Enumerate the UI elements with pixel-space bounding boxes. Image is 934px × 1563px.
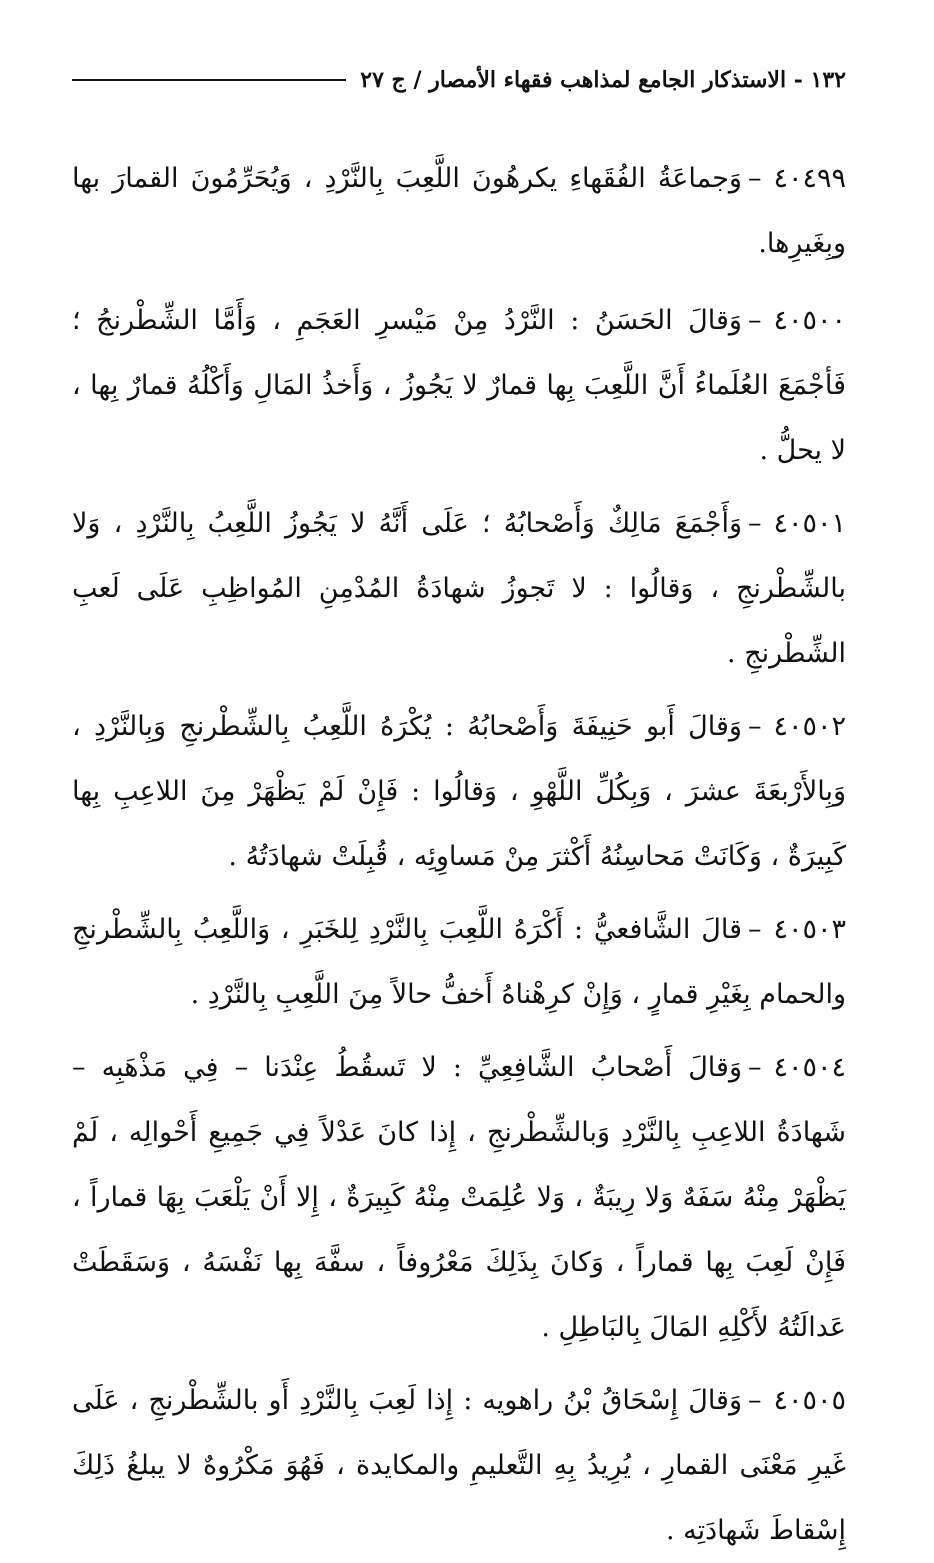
paragraph-text: وَقالَ إِسْحَاقُ بْنُ راهويه : إِذا لَعِبَ بِالنَّرْدِ أَو بالشِّطْرنجِ ، عَلَى غَيرِ مَعْنَى القمارِ ، يُرِيدُ بِهِ التَّعليمِ والمكايدة ، فَهُوَ مَكْرُوهٌ لا يبلغُ ذَلِكَ إِسْقاطَ شَهادَتِه . xyxy=(72,1385,846,1546)
paragraph xyxy=(72,694,846,889)
book-title: الاستذكار الجامع لمذاهب فقهاء الأمصار xyxy=(429,67,787,93)
paragraph-text: وَقالَ أَصْحابُ الشَّافِعِيِّ : لا تَسقُطُ عِنْدَنا – فِي مَذْهَبِه – شَهادَةُ اللاعِبِ بِالنَّرْدِ وَبالشِّطْرنجِ ، إِذا كانَ عَدْلاً فِي جَمِيعِ أَحْوالِه ، لَمْ يَظْهَرْ مِنْهُ سَفَهٌ وَلا رِيبَةٌ ، وَلا عُلِمَتْ مِنْهُ كَبِيرَةٌ ، إِلا أَنْ يَلْعَبَ بِهَا قماراً ، فَإِنْ لَعِبَ بِها قماراً ، وَكانَ بِذَلِكَ مَعْرُوفاً ، سفَّهَ بِها نَفْسَهُ ، وَسَقَطَتْ عَدالَتُهُ لأَكْلِهِ المَالَ بِالبَاطِلِ . xyxy=(72,1052,846,1343)
paragraph-text: وَأَجْمَعَ مَالِكٌ وَأَصْحابُهُ ؛ عَلَى أَنَّهُ لا يَجُوزُ اللَّعِبُ بِالنَّرْدِ ، وَلا بالشِّطْرنجِ ، وَقالُوا : لا تَجوزُ شهادَةُ المُدْمِنِ المُواظِبِ عَلَى لَعبِ الشِّطْرنجِ . xyxy=(72,508,846,669)
paragraph xyxy=(72,491,846,686)
paragraph-number: ٤٠٥٠٠ xyxy=(773,305,846,336)
paragraph-text: وَقالَ الحَسَنُ : النَّرْدُ مِنْ مَيْسرِ العَجَمِ ، وَأَمَّا الشِّطْرنجُ ؛ فَأجْمَعَ العُلَماءُ أَنَّ اللَّعِبَ بِها قمارٌ لا يَجُوزُ ، وَأَخذُ المَالِ وَأَكْلُهُ قمارٌ بِها ، لا يحلُّ . xyxy=(72,305,846,466)
header-separator: - xyxy=(793,67,803,93)
paragraph-dash: – xyxy=(747,914,762,945)
paragraph xyxy=(72,1368,846,1563)
paragraph-dash: – xyxy=(747,711,762,742)
volume-label: ج ٢٧ xyxy=(360,67,406,93)
header-slash: / xyxy=(413,67,422,93)
paragraph xyxy=(72,146,846,276)
header-rule xyxy=(72,79,346,81)
paragraph xyxy=(72,288,846,483)
paragraph-number: ٤٠٥٠٥ xyxy=(773,1385,846,1416)
paragraph-number: ٤٠٥٠٢ xyxy=(773,711,846,742)
running-header xyxy=(72,58,846,102)
paragraph-number: ٤٠٤٩٩ xyxy=(773,163,846,194)
paragraph-number: ٤٠٥٠٤ xyxy=(773,1052,846,1083)
paragraph-dash: – xyxy=(747,1052,762,1083)
paragraph-dash: – xyxy=(747,1385,762,1416)
paragraph xyxy=(72,1035,846,1360)
paragraph-text: قالَ الشَّافعيُّ : أَكْرَهُ اللَّعِبَ بِالنَّرْدِ لِلخَبَرِ ، وَاللَّعِبُ بِالشِّطْرنجِ والحمام بِغَيْرِ قمارٍ ، وَإِنْ كرِهْناهُ أَخفُّ حالاً مِنَ اللَّعِبِ بِالنَّرْدِ . xyxy=(72,914,846,1010)
paragraph-dash: – xyxy=(747,508,762,539)
paragraph-number: ٤٠٥٠١ xyxy=(773,508,846,539)
page-number: ١٣٢ xyxy=(810,67,846,93)
paragraph-text: وَقالَ أَبو حَنِيفَةَ وَأَصْحابُهُ : يُكْرَهُ اللَّعِبُ بِالشِّطْرنجِ وَبِالنَّرْدِ ، وَبِالأَرْبعَةَ عشرَ ، وَبِكُلِّ اللَّهْوِ ، وَقالُوا : فَإِنْ لَمْ يَظْهَرْ مِنَ اللاعِبِ بِها كَبِيرَةٌ ، وَكَانَتْ مَحاسِنُهُ أَكْثرَ مِنْ مَساوِئِه ، قُبِلَتْ شهادَتُهُ . xyxy=(72,711,846,872)
paragraph-dash: – xyxy=(747,305,762,336)
paragraph xyxy=(72,897,846,1027)
header-text xyxy=(360,67,846,93)
paragraph-dash: – xyxy=(747,163,762,194)
paragraph-text: وَجماعَةُ الفُقَهاءِ يكرهُونَ اللَّعِبَ بِالنَّرْدِ ، وَيُحَرِّمُونَ القمارَ بها وبِغَيرِها. xyxy=(72,163,846,259)
paragraph-number: ٤٠٥٠٣ xyxy=(773,914,846,945)
page-body xyxy=(72,146,846,1563)
